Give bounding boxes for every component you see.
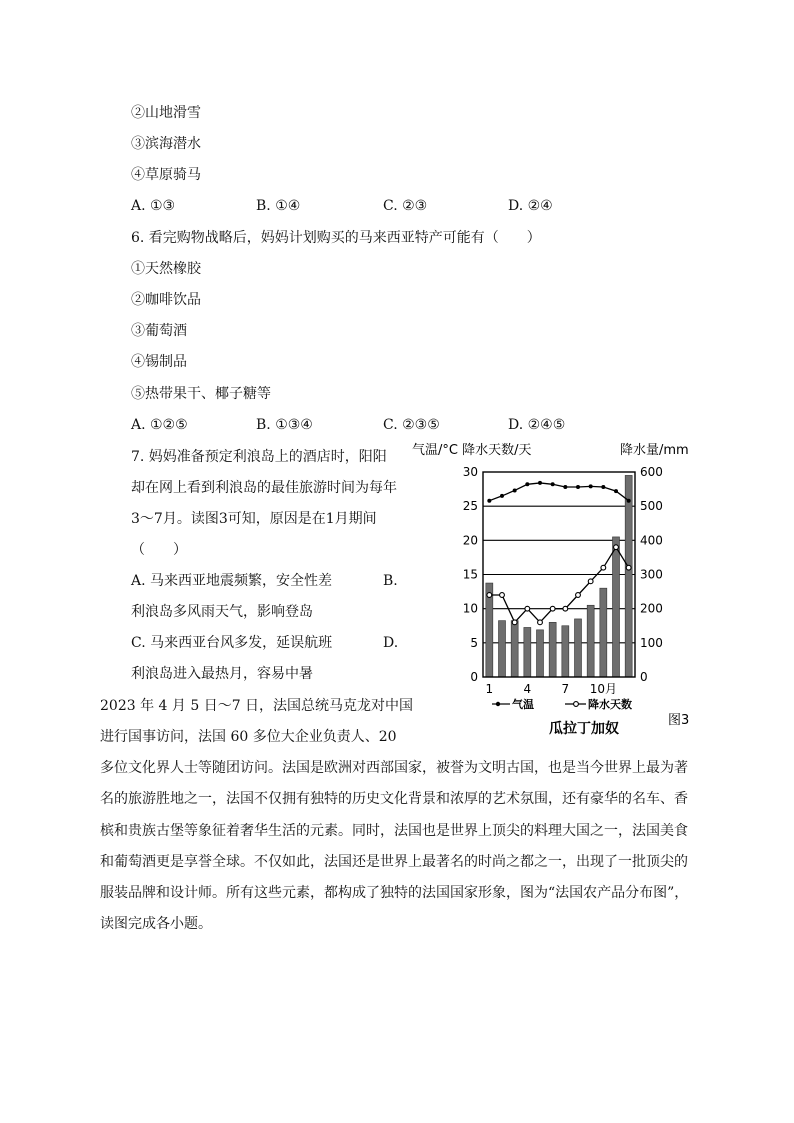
rain-days-point [576,593,581,598]
temperature-point [576,485,580,489]
rain-days-line [489,547,628,622]
x-tick-label: 4 [523,682,532,696]
legend-temp-label: 气温 [512,698,534,711]
left-tick-label: 5 [470,635,478,650]
option-item: ③滨海潜水 [131,136,201,152]
temperature-point [589,484,593,488]
q7-option-a: A. 马来西亚地震频繁，安全性差 [131,573,333,589]
precip-bar [600,588,607,677]
q5-option-b: B. ①④ [256,198,301,214]
precip-bar [499,621,506,677]
q7-option-d-label: D. [383,635,399,651]
q6-option-b: B. ①③④ [256,417,313,433]
precip-bar [511,621,518,677]
q5-option-d: D. ②④ [508,198,553,214]
rain-days-point [588,579,593,584]
temperature-point [513,488,517,492]
legend-temp-dot [496,702,500,706]
q6-option-a: A. ①②⑤ [131,417,188,433]
temperature-point [627,499,631,503]
q6-option-d: D. ②④⑤ [508,417,566,433]
temperature-point [525,482,529,486]
legend-days-dot [574,702,579,707]
right-tick-label: 100 [640,635,663,650]
temperature-point [601,485,605,489]
passage-line: 槟和贵族古堡等象征着奢华生活的元素。同时，法国也是世界上顶尖的料理大国之一，法国美食 [100,823,688,839]
right-tick-label: 200 [640,601,663,616]
precip-bar [587,605,594,677]
chart-left-header: 气温/°C 降水天数/天 [412,443,532,458]
q7-stem-line: 3～7月。读图3可知，原因是在1月期间 [131,511,377,527]
left-tick-label: 30 [462,465,478,479]
precip-bar [562,626,569,677]
temperature-point [500,494,504,498]
left-tick-label: 10 [462,601,478,616]
passage-line: 进行国事访问，法国 60 多位大企业负责人、20 [100,729,397,745]
left-tick-label: 20 [462,533,478,548]
temperature-point [551,482,555,486]
passage-line: 2023 年 4 月 5 日～7 日，法国总统马克龙对中国 [100,698,414,714]
q6-option-c: C. ②③⑤ [383,417,440,433]
passage-line: 名的旅游胜地之一，法国不仅拥有独特的历史文化背景和浓厚的艺术氛围，还有豪华的名车、香 [100,791,688,807]
q6-stem: 6. 看完购物战略后，妈妈计划购买的马来西亚特产可能有（ ） [131,230,541,246]
right-tick-label: 500 [640,499,663,514]
q7-option-d-text: 利浪岛进入最热月，容易中暑 [131,666,313,682]
option-item: ②山地滑雪 [131,105,201,121]
precip-bar [613,537,620,677]
temperature-point [538,481,542,485]
passage-line: 服装品牌和设计师。所有这些元素，都构成了独特的法国国家形象，图为“法国农产品分布图”， [100,885,689,901]
q5-option-a: A. ①③ [131,198,176,214]
precip-bar [575,619,582,677]
right-tick-label: 400 [640,533,663,548]
precip-bar [549,622,556,677]
right-tick-label: 0 [640,670,648,684]
right-tick-label: 600 [640,465,663,479]
q6-item: ①天然橡胶 [131,261,201,277]
temperature-point [563,485,567,489]
passage-line: 多位文化界人士等随团访问。法国是欧洲对西部国家，被誉为文明古国，也是当今世界上最为著 [100,760,688,776]
passage-line: 和葡萄酒更是享誉全球。不仅如此，法国还是世界上最著名的时尚之都之一，出现了一批顶尖的 [100,854,688,870]
temperature-point [614,489,618,493]
rain-days-point [500,593,505,598]
right-tick-label: 300 [640,567,663,582]
left-tick-label: 25 [462,499,478,514]
precip-bar [524,627,531,677]
x-tick-label: 10月 [589,682,617,696]
rain-days-point [626,565,631,570]
rain-days-point [614,545,619,550]
q7-option-c: C. 马来西亚台风多发，延误航班 [131,635,333,651]
rain-days-point [512,620,517,625]
rain-days-point [525,606,530,611]
temperature-point [487,499,491,503]
q6-item: ⑤热带果干、椰子糖等 [131,386,271,402]
q7-stem-line: （ ） [131,542,187,558]
passage-line: 读图完成各小题。 [100,916,212,932]
rain-days-point [487,593,492,598]
rain-days-point [538,620,543,625]
q6-item: ④锡制品 [131,354,187,370]
rain-days-point [601,565,606,570]
chart-figure-label: 图3 [668,713,690,728]
left-tick-label: 15 [462,567,478,582]
q7-stem-line: 7. 妈妈准备预定利浪岛上的酒店时，阳阳 [131,449,387,465]
q7-option-b-text: 利浪岛多风雨天气，影响登岛 [131,604,313,620]
x-tick-label: 7 [561,682,570,696]
chart-right-header: 降水量/mm [620,443,689,458]
legend-days-label: 降水天数 [588,698,632,711]
rain-days-point [563,606,568,611]
q7-stem-line: 却在网上看到利浪岛的最佳旅游时间为每年 [131,480,397,496]
chart-station-title: 瓜拉丁加奴 [549,721,619,737]
precip-bar [537,630,544,677]
q7-option-b-label: B. [383,573,398,589]
q6-item: ③葡萄酒 [131,323,187,339]
q6-item: ②咖啡饮品 [131,292,201,308]
q5-option-c: C. ②③ [383,198,428,214]
left-tick-label: 0 [470,670,478,684]
x-tick-label: 1 [485,682,494,696]
precip-bar [625,475,632,677]
temperature-line [489,483,628,501]
option-item: ④草原骑马 [131,167,201,183]
rain-days-point [550,606,555,611]
climate-chart [410,436,710,746]
